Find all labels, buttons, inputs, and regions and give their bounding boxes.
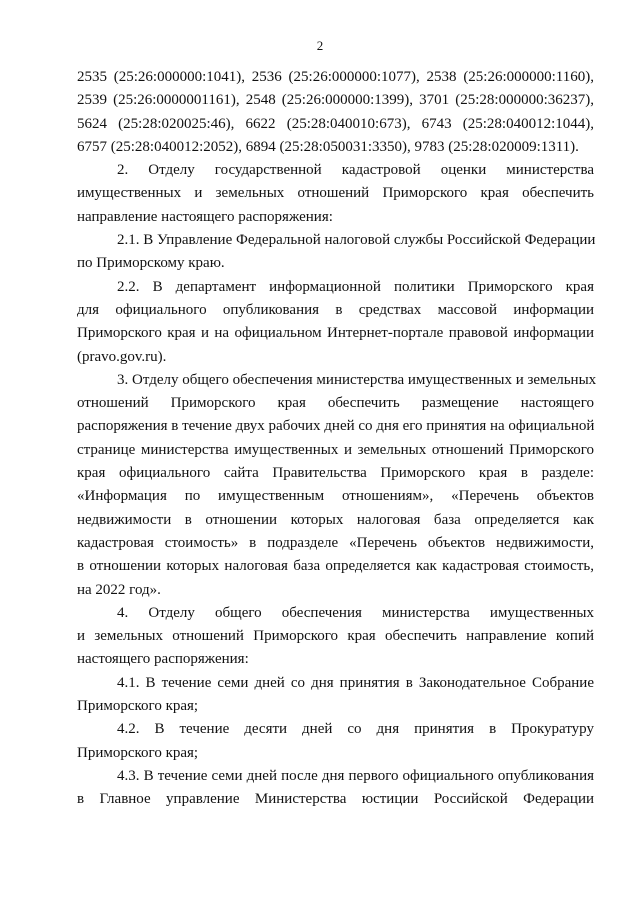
text-line: 4. Отделу общего обеспечения министерства имущественных [117, 604, 594, 621]
text-line: настоящего распоряжения: [77, 651, 249, 668]
text-line: недвижимости в отношении которых налоговая база определяется как [77, 511, 594, 528]
text-line: 2.1. В Управление Федеральной налоговой службы Российской Федерации [117, 232, 596, 249]
text-line: 2539 (25:26:0000001161), 2548 (25:26:000000:1399), 3701 (25:28:000000:36237), [77, 92, 594, 109]
text-line: края официального сайта Правительства Приморского края в разделе: [77, 465, 594, 482]
text-line: в отношении которых налоговая база определяется как кадастровая стоимость, [77, 558, 594, 575]
text-line: по Приморскому краю. [77, 255, 225, 272]
text-line: 2535 (25:26:000000:1041), 2536 (25:26:000000:1077), 2538 (25:26:000000:1160), [77, 69, 594, 85]
text-line: Приморского края; [77, 698, 199, 715]
text-line: «Информация по имущественным отношениям», «Перечень объектов [77, 488, 594, 505]
text-line: в Главное управление Министерства юстиции Российской Федерации [77, 791, 594, 808]
text-line: (pravo.gov.ru). [77, 348, 167, 365]
document-body [77, 66, 597, 812]
text-line: распоряжения в течение двух рабочих дней со дня его принятия на официальной [77, 418, 595, 435]
text-line: 5624 (25:28:020025:46), 6622 (25:28:040010:673), 6743 (25:28:040012:1044), [77, 115, 594, 132]
text-line: 3. Отделу общего обеспечения министерства имущественных и земельных [117, 371, 597, 388]
text-line: кадастровая стоимость» в подразделе «Перечень объектов недвижимости, [77, 534, 594, 551]
text-line: Приморского края и на официальном Интернет-портале правовой информации [77, 325, 594, 342]
text-line: 6757 (25:28:040012:2052), 6894 (25:28:050031:3350), 9783 (25:28:020009:1311). [77, 138, 579, 155]
text-line: и земельных отношений Приморского края обеспечить направление копий [77, 628, 594, 645]
text-line: 4.1. В течение семи дней со дня принятия в Законодательное Собрание [117, 674, 594, 691]
text-line: 2. Отделу государственной кадастровой оценки министерства [117, 162, 594, 179]
text-line: для официального опубликования в средствах массовой информации [77, 301, 594, 318]
text-line: странице министерства имущественных и земельных отношений Приморского [77, 441, 594, 458]
text-line: 4.3. В течение семи дней после дня первого официального опубликования [117, 767, 594, 784]
text-line: отношений Приморского края обеспечить размещение настоящего [77, 395, 594, 412]
text-line: 2.2. В департамент информационной политики Приморского края [117, 278, 594, 295]
text-line: Приморского края; [77, 744, 199, 761]
text-line: на 2022 год». [77, 581, 161, 598]
page-number: 2 [316, 38, 324, 53]
text-line: имущественных и земельных отношений Приморского края обеспечить [77, 185, 594, 202]
text-line: направление настоящего распоряжения: [77, 208, 333, 225]
text-line: 4.2. В течение десяти дней со дня принятия в Прокуратуру [117, 721, 594, 738]
